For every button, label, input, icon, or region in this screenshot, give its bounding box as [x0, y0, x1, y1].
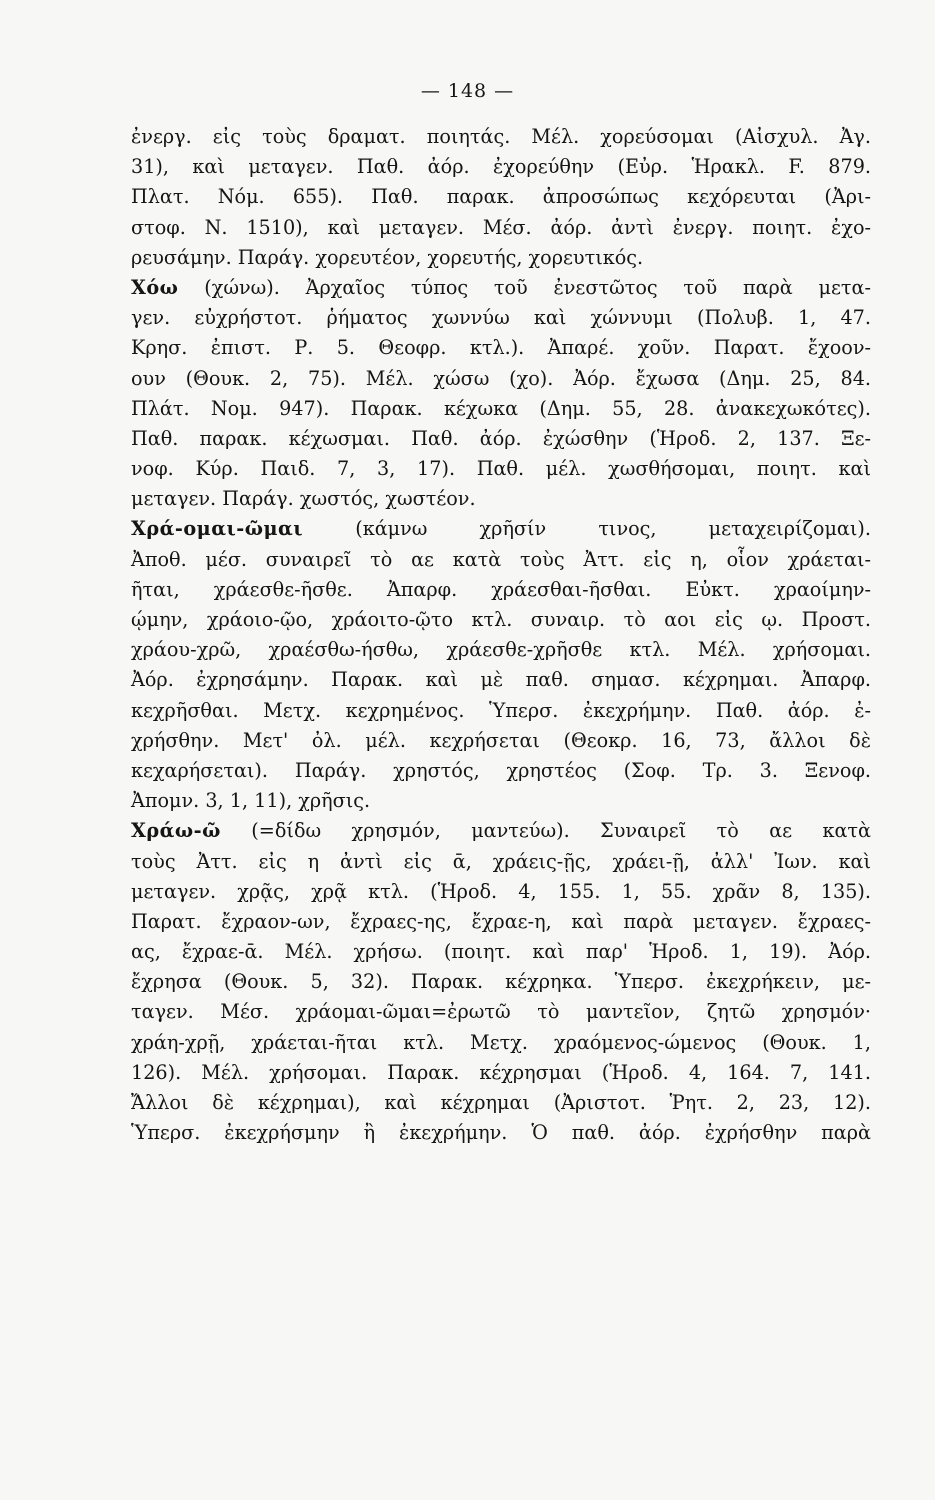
text-line [131, 182, 871, 212]
text-line [131, 605, 871, 635]
line-text: Ἄλλοι δὲ κέχρημαι), καὶ κέχρημαι (Ἀριστοτ. Ῥητ. 2, 23, 12). [131, 1091, 871, 1114]
text-line [131, 303, 871, 333]
text-line [131, 243, 871, 273]
line-text: 31), καὶ μεταγεν. Παθ. ἀόρ. ἐχορεύθην (Εὐρ. Ἡρακλ. F. 879. [131, 155, 871, 179]
text-line [131, 665, 871, 695]
line-text: χρήσθην. Μετ' ὀλ. μέλ. κεχρήσεται (Θεοκρ. 16, 73, ἄλλοι δὲ [131, 728, 871, 752]
text-line [131, 575, 871, 605]
text-line [131, 786, 871, 816]
line-text: (=δίδω χρησμόν, μαντεύω). Συναιρεῖ τὸ αε κατὰ [220, 819, 871, 843]
text-line [131, 967, 871, 997]
text-line [131, 122, 871, 152]
text-line [131, 816, 871, 846]
text-line [131, 756, 871, 786]
line-text: (κάμνω χρῆσίν τινος, μεταχειρίζομαι). [303, 517, 871, 541]
text-line [131, 213, 871, 243]
line-text: ταγεν. Μέσ. χράομαι-ῶμαι=ἐρωτῶ τὸ μαντεῖον, ζητῶ χρησμόν· [131, 1000, 871, 1024]
text-line [131, 696, 871, 726]
line-text: ουν (Θουκ. 2, 75). Μέλ. χώσω (χο). Ἀόρ. ἔχωσα (Δημ. 25, 84. [131, 366, 871, 390]
line-text: στοφ. Ν. 1510), καὶ μεταγεν. Μέσ. ἀόρ. ἀντὶ ἐνεργ. ποιητ. ἐχο- [131, 215, 871, 239]
body-text [131, 122, 871, 1148]
text-line [131, 847, 871, 877]
text-line [131, 424, 871, 454]
entry-headword: Χόω [131, 275, 179, 299]
text-line [131, 907, 871, 937]
text-line [131, 364, 871, 394]
entry-headword: Χρά-ομαι-ῶμαι [131, 517, 304, 541]
line-text: νοφ. Κύρ. Παιδ. 7, 3, 17). Παθ. μέλ. χωσθήσομαι, ποιητ. καὶ [131, 457, 871, 481]
text-line [131, 394, 871, 424]
line-text: μεταγεν. Παράγ. χωστός, χωστέον. [131, 487, 476, 511]
line-text: τοὺς Ἀττ. εἰς η ἀντὶ εἰς ᾱ, χράεις-ῇς, χράει-ῇ, ἀλλ' Ἰων. καὶ [131, 849, 871, 873]
line-text: ῴμην, χράοιο-ῷο, χράοιτο-ῷτο κτλ. συναιρ. τὸ αοι εἰς ῳ. Προστ. [131, 608, 871, 631]
text-line [131, 514, 871, 544]
line-text: κεχρῆσθαι. Μετχ. κεχρημένος. Ὑπερσ. ἐκεχρήμην. Παθ. ἀόρ. ἐ- [131, 698, 871, 722]
text-line [131, 545, 871, 575]
line-text: Πλατ. Νόμ. 655). Παθ. παρακ. ἀπροσώπως κεχόρευται (Ἀρι- [131, 185, 871, 209]
line-text: Παρατ. ἔχραον-ων, ἔχραες-ης, ἔχραε-η, καὶ παρὰ μεταγεν. ἔχραες- [131, 909, 871, 933]
text-line [131, 1088, 871, 1118]
text-line [131, 273, 871, 303]
line-text: Παθ. παρακ. κέχωσμαι. Παθ. ἀόρ. ἐχώσθην (Ἡροδ. 2, 137. Ξε- [131, 426, 871, 450]
text-line [131, 997, 871, 1027]
text-line [131, 484, 871, 514]
text-line [131, 333, 871, 363]
entry-headword: Χράω-ῶ [131, 819, 221, 843]
line-text: ρευσάμην. Παράγ. χορευτέον, χορευτής, χορευτικός. [131, 245, 644, 269]
line-text: ἔχρησα (Θουκ. 5, 32). Παρακ. κέχρηκα. Ὑπερσ. ἐκεχρήκειν, με- [131, 970, 871, 994]
line-text: Πλάτ. Νομ. 947). Παρακ. κέχωκα (Δημ. 55, 28. ἀνακεχωκότες). [131, 396, 871, 420]
line-text: ας, ἔχραε-ᾱ. Μέλ. χρήσω. (ποιητ. καὶ παρ' Ἡροδ. 1, 19). Ἀόρ. [131, 940, 871, 964]
line-text: γεν. εὐχρήστοτ. ῥήματος χωννύω καὶ χώννυμι (Πολυβ. 1, 47. [131, 306, 871, 330]
line-text: χράου-χρῶ, χραέσθω-ήσθω, χράεσθε-χρῆσθε κτλ. Μέλ. χρήσομαι. [131, 638, 871, 662]
line-text: 126). Μέλ. χρήσομαι. Παρακ. κέχρησμαι (Ἡροδ. 4, 164. 7, 141. [131, 1060, 871, 1084]
line-text: μεταγεν. χρᾷς, χρᾷ κτλ. (Ἡροδ. 4, 155. 1, 55. χρᾶν 8, 135). [131, 879, 871, 903]
text-line [131, 1028, 871, 1058]
line-text: Ἀπομν. 3, 1, 11), χρῆσις. [131, 789, 371, 813]
text-line [131, 635, 871, 665]
line-text: Ἀποθ. μέσ. συναιρεῖ τὸ αε κατὰ τοὺς Ἀττ. εἰς η, οἷον χράεται- [131, 547, 871, 571]
text-line [131, 726, 871, 756]
line-text: χράη-χρῇ, χράεται-ῆται κτλ. Μετχ. χραόμενος-ώμενος (Θουκ. 1, [131, 1030, 871, 1054]
page-number: — 148 — [420, 80, 515, 102]
text-line [131, 1118, 871, 1148]
text-line [131, 877, 871, 907]
text-line [131, 937, 871, 967]
line-text: Ἀόρ. ἐχρησάμην. Παρακ. καὶ μὲ παθ. σημασ. κέχρημαι. Ἀπαρφ. [131, 668, 871, 692]
text-line [131, 454, 871, 484]
line-text: ἐνεργ. εἰς τοὺς δραματ. ποιητάς. Μέλ. χορεύσομαι (Αἰσχυλ. Ἀγ. [131, 125, 871, 148]
line-text: κεχαρήσεται). Παράγ. χρηστός, χρηστέος (Σοφ. Τρ. 3. Ξενοφ. [131, 758, 871, 782]
line-text: Κρησ. ἐπιστ. Ρ. 5. Θεοφρ. κτλ.). Ἀπαρέ. χοῦν. Παρατ. ἔχοον- [131, 336, 871, 360]
line-text: (χώνω). Ἀρχαῖος τύπος τοῦ ἐνεστῶτος τοῦ παρὰ μετα- [178, 275, 871, 299]
line-text: ῆται, χράεσθε-ῆσθε. Ἀπαρφ. χράεσθαι-ῆσθαι. Εὐκτ. χραοίμην- [131, 577, 871, 601]
line-text: Ὑπερσ. ἐκεχρήσμην ἢ ἐκεχρήμην. Ὁ παθ. ἀόρ. ἐχρήσθην παρὰ [131, 1121, 871, 1145]
text-line [131, 152, 871, 182]
text-line [131, 1058, 871, 1088]
